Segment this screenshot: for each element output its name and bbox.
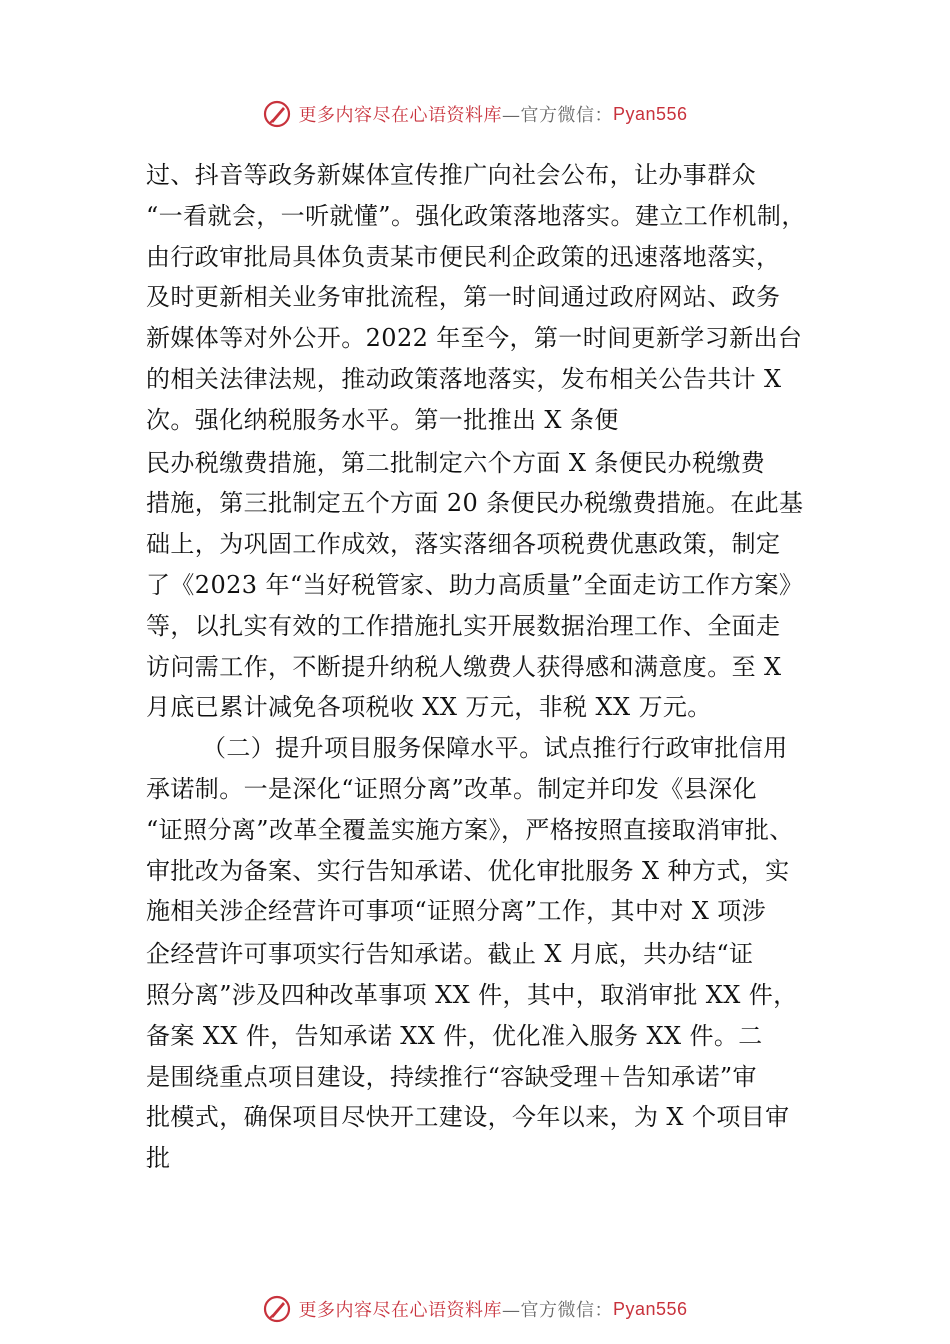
text-line: 及时更新相关业务审批流程，第一时间通过政府网站、政务	[146, 283, 781, 312]
watermark-brand: 更多内容尽在心语资料库	[298, 1300, 502, 1321]
header-watermark	[0, 94, 950, 134]
text-line: “一看就会，一听就懂”。强化政策落地落实。建立工作机制，	[146, 201, 806, 230]
text-line: 措施，第三批制定五个方面 20 条便民办税缴费措施。在此基	[146, 489, 804, 518]
text-line: 次。强化纳税服务水平。第一批推出 X 条便	[146, 405, 619, 434]
quill-logo-icon	[262, 99, 292, 129]
text-line: 是围绕重点项目建设，持续推行“容缺受理＋告知承诺”审	[146, 1062, 757, 1091]
text-line: 新媒体等对外公开。2022 年至今，第一时间更新学习新出台	[146, 324, 803, 353]
text-line: 备案 XX 件，告知承诺 XX 件，优化准入服务 XX 件。二	[146, 1021, 763, 1050]
text-line: 审批改为备案、实行告知承诺、优化审批服务 X 种方式，实	[146, 856, 790, 885]
text-line: 批模式，确保项目尽快开工建设，今年以来，为 X 个项目审	[146, 1103, 790, 1132]
document-body	[146, 155, 826, 1179]
section-heading-line: （二）提升项目服务保障水平。试点推行行政审批信用	[202, 734, 788, 763]
text-line: 企经营许可事项实行告知承诺。截止 X 月底，共办结“证	[146, 940, 754, 969]
quill-logo-icon	[262, 1294, 292, 1324]
watermark-wechat-id: Pyan556	[612, 103, 688, 124]
text-line: 月底已累计减免各项税收 XX 万元，非税 XX 万元。	[146, 693, 712, 722]
text-line: 施相关涉企经营许可事项“证照分离”工作，其中对 X 项涉	[146, 897, 767, 926]
watermark-brand: 更多内容尽在心语资料库	[298, 105, 502, 126]
text-line: 承诺制。一是深化“证照分离”改革。制定并印发《县深化	[146, 774, 757, 803]
text-line: 批	[146, 1144, 171, 1173]
watermark-wechat-id: Pyan556	[612, 1298, 688, 1319]
text-line: 民办税缴费措施，第二批制定六个方面 X 条便民办税缴费	[146, 448, 766, 477]
watermark-separator: —官方微信：	[501, 105, 613, 126]
footer-watermark	[0, 1289, 950, 1329]
text-line: 照分离”涉及四种改革事项 XX 件，其中，取消审批 XX 件，	[146, 980, 798, 1009]
text-line: 过、抖音等政务新媒体宣传推广向社会公布，让办事群众	[146, 161, 756, 189]
text-line: 础上，为巩固工作成效，落实落细各项税费优惠政策，制定	[146, 530, 781, 559]
text-line: 访问需工作，不断提升纳税人缴费人获得感和满意度。至 X	[146, 652, 782, 681]
text-line: 的相关法律法规，推动政策落地落实，发布相关公告共计 X	[146, 364, 782, 393]
text-line: “证照分离”改革全覆盖实施方案》，严格按照直接取消审批、	[146, 815, 794, 844]
text-line: 等，以扎实有效的工作措施扎实开展数据治理工作、全面走	[146, 611, 781, 640]
text-line: 由行政审批局具体负责某市便民利企政策的迅速落地落实，	[146, 242, 781, 271]
watermark-separator: —官方微信：	[501, 1300, 613, 1321]
text-line: 了《2023 年“当好税管家、助力高质量”全面走访工作方案》	[146, 570, 804, 599]
